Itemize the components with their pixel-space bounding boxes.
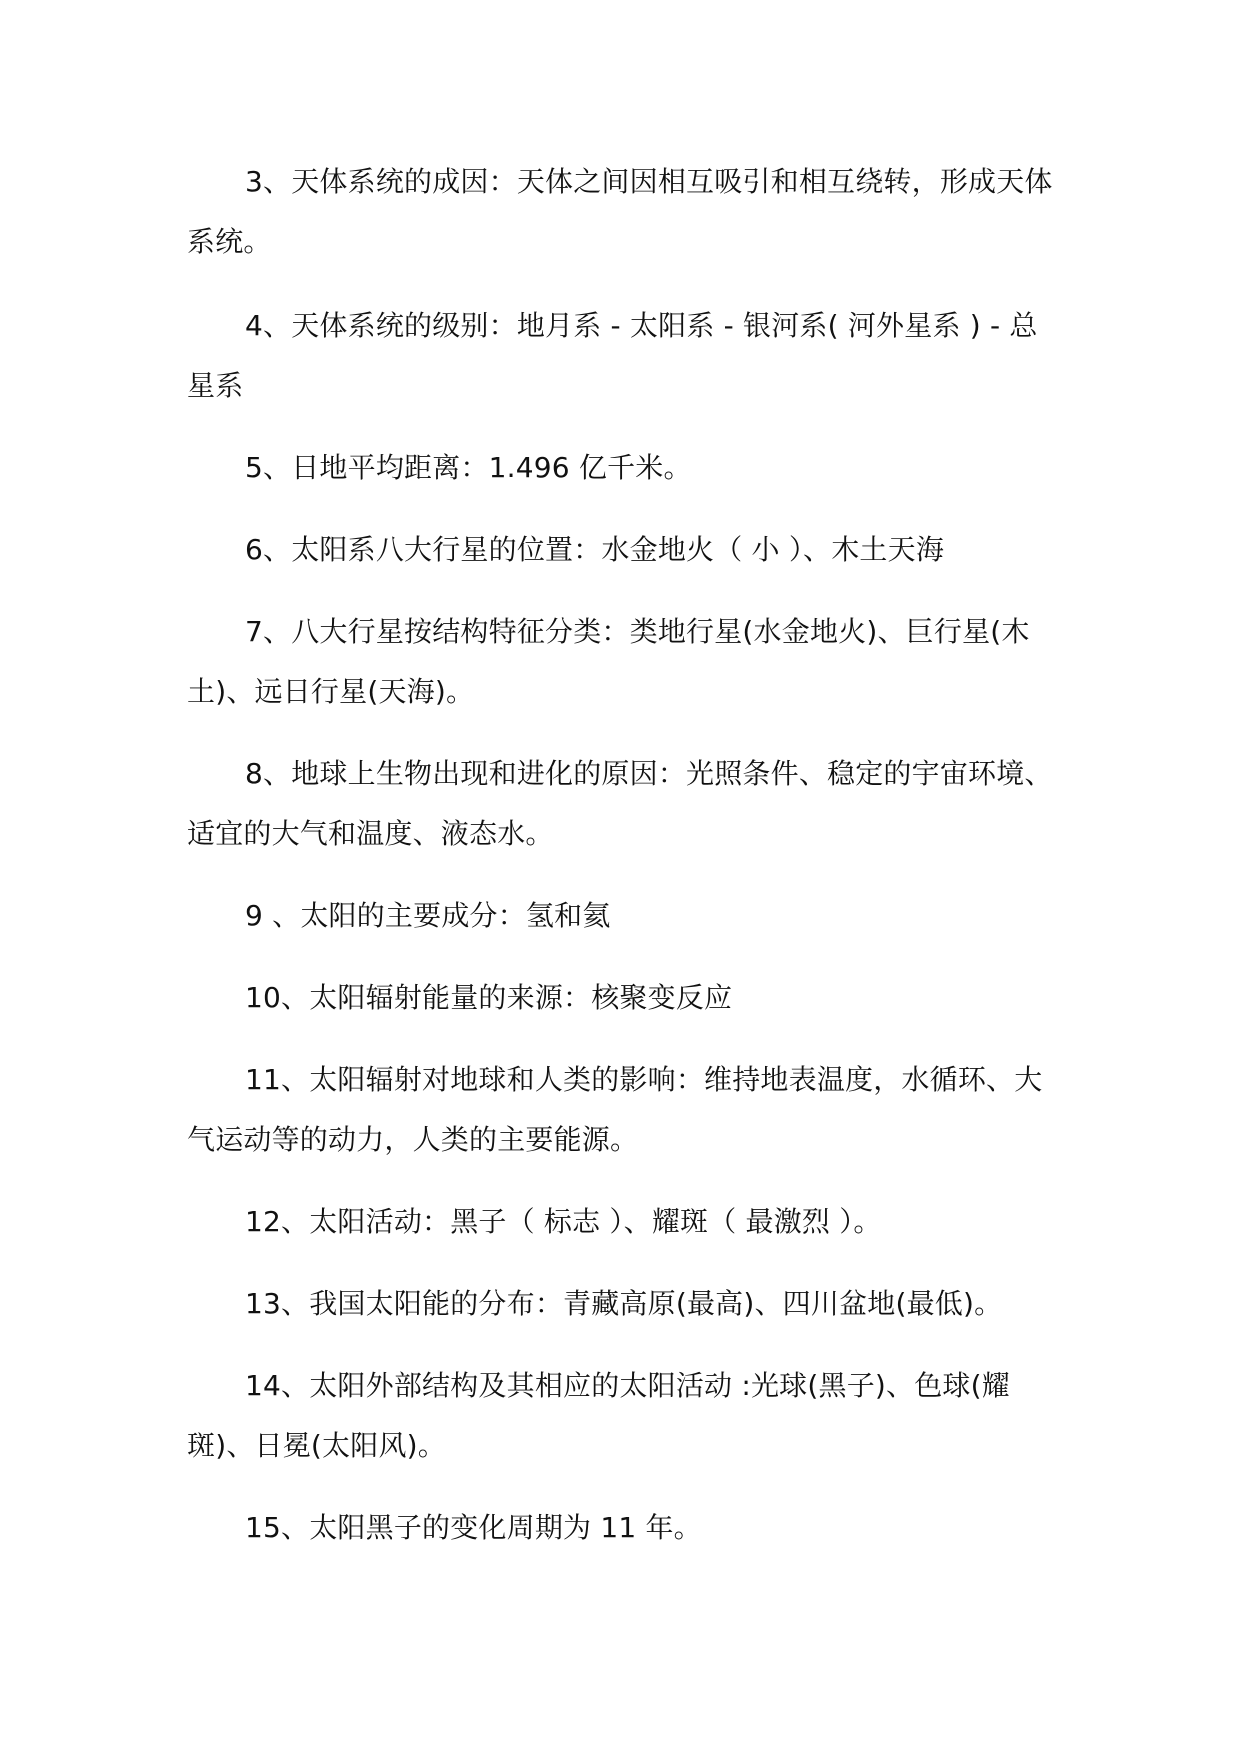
document-body [187, 152, 1055, 1580]
list-item: 3、天体系统的成因：天体之间因相互吸引和相互绕转，形成天体系统。 [187, 165, 1053, 258]
list-item: 14、太阳外部结构及其相应的太阳活动 :光球(黑子)、色球(耀斑)、日冕(太阳风)。 [187, 1369, 1010, 1462]
list-item: 11、太阳辐射对地球和人类的影响：维持地表温度，水循环、大气运动等的动力，人类的主要能源。 [187, 1063, 1043, 1156]
list-item: 4、天体系统的级别：地月系 - 太阳系 - 银河系( 河外星系 ) - 总星系 [187, 309, 1038, 402]
list-item: 10、太阳辐射能量的来源：核聚变反应 [245, 981, 733, 1014]
list-item: 12、太阳活动：黑子（ 标志 ）、耀斑（ 最激烈 ）。 [245, 1205, 882, 1238]
list-item: 15、太阳黑子的变化周期为 11 年。 [245, 1511, 702, 1544]
list-item: 8、地球上生物出现和进化的原因：光照条件、稳定的宇宙环境、适宜的大气和温度、液态水。 [187, 757, 1053, 850]
list-item: 7、八大行星按结构特征分类：类地行星(水金地火)、巨行星(木土)、远日行星(天海)。 [187, 615, 1030, 708]
list-item: 13、我国太阳能的分布：青藏高原(最高)、四川盆地(最低)。 [245, 1287, 1003, 1320]
list-item: 5、日地平均距离：1.496 亿千米。 [245, 451, 692, 484]
list-item: 9 、太阳的主要成分：氢和氦 [245, 899, 611, 932]
list-item: 6、太阳系八大行星的位置：水金地火（ 小 ）、木土天海 [245, 533, 945, 566]
